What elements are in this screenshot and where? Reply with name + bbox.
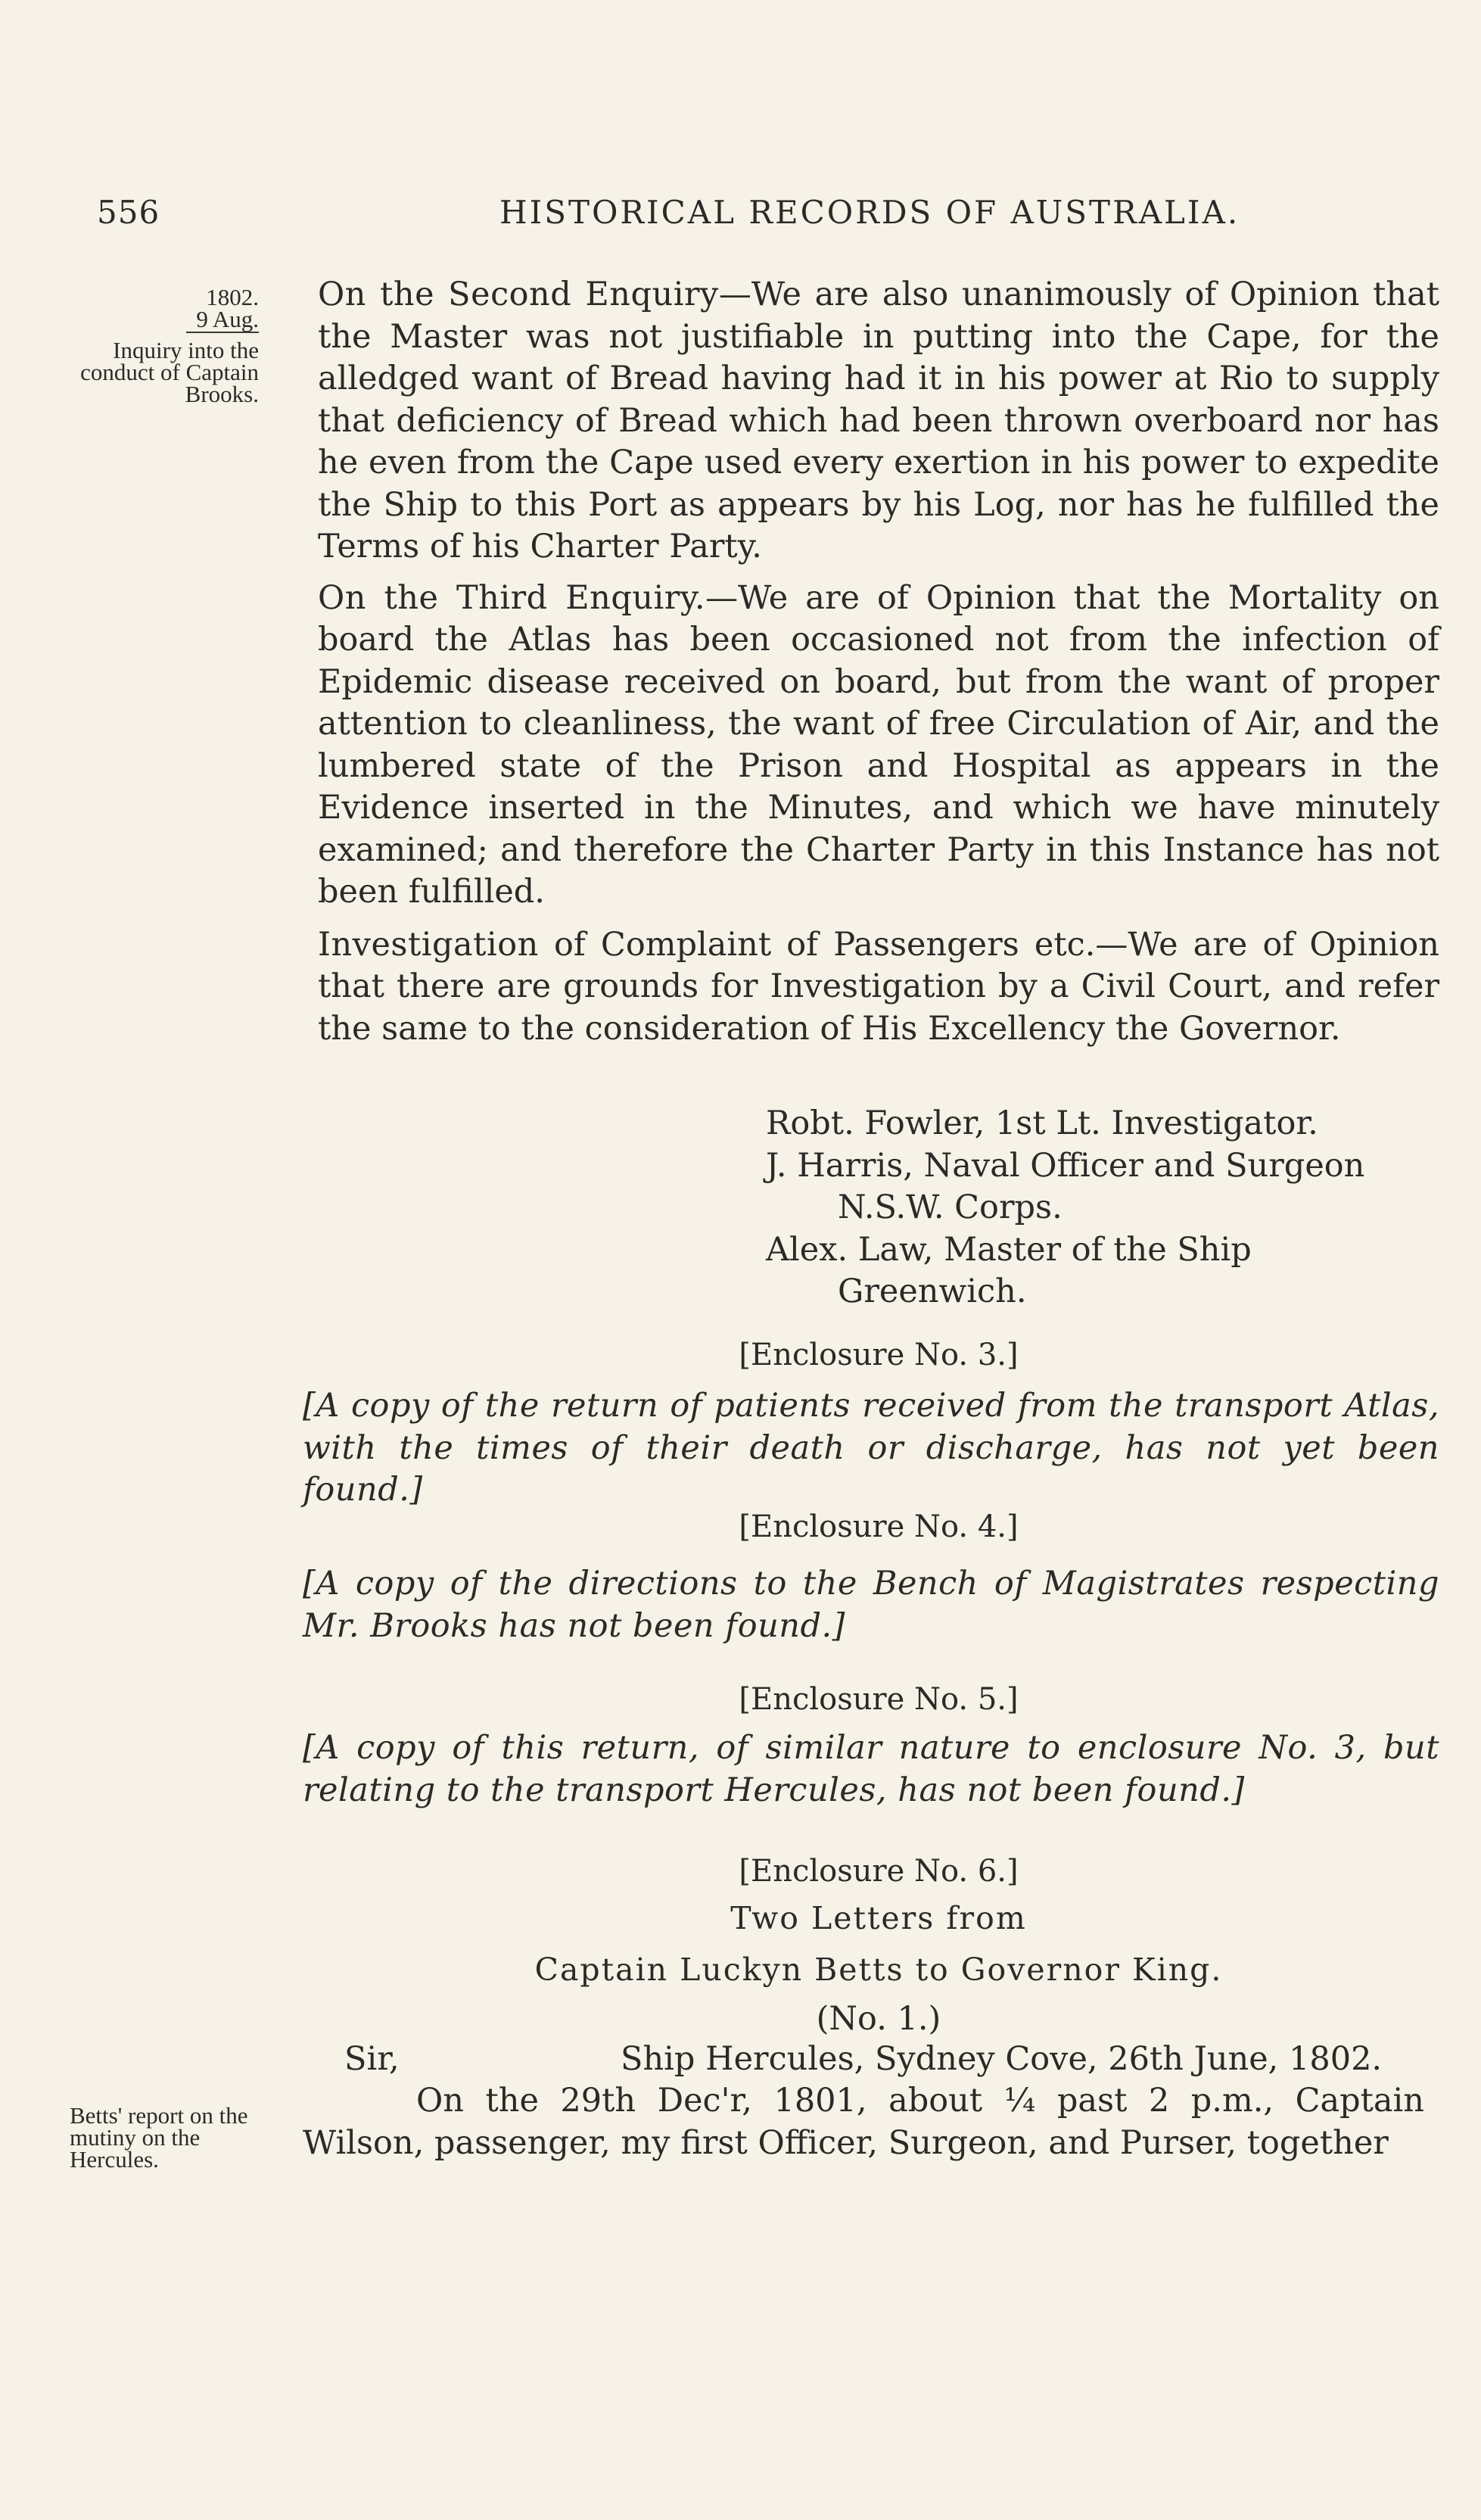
letter-dateline: Ship Hercules, Sydney Cove, 26th June, 1802.	[621, 2040, 1383, 2078]
main-text	[318, 274, 1439, 1050]
paragraph-third-enquiry	[318, 578, 1439, 914]
letter-body	[303, 2080, 1424, 2164]
enclosure-5-note: [A copy of this return, of similar nature to enclosure No. 3, but relating to the transport Hercules, has not been found.]	[303, 1729, 1439, 1809]
investigation-text: of Complaint of Passengers etc.—We are of Opinion that there are grounds for Investigation by a Civil Court, and refer the same to the consideration of His Excellency the Governor.	[318, 925, 1439, 1048]
signature-harris: J. Harris, Naval Officer and Surgeon N.S.W. Corps.	[766, 1146, 1365, 1226]
paragraph-investigation	[318, 924, 1439, 1051]
enclosure-5-label: [Enclosure No. 5.]	[739, 1682, 1019, 1717]
letter-salutation: Sir,	[344, 2040, 400, 2078]
enclosure-6-label: [Enclosure No. 6.]	[739, 1854, 1019, 1889]
letters-heading-line1: Two Letters from	[730, 1900, 1027, 1936]
letter-number: (No. 1.)	[816, 2000, 941, 2038]
enclosure-3-label: [Enclosure No. 3.]	[739, 1338, 1019, 1372]
signature-fowler: Robt. Fowler, 1st Lt. Investigator.	[766, 1104, 1318, 1142]
signature-law: Alex. Law, Master of the Ship Greenwich.	[766, 1230, 1252, 1310]
second-enquiry-text: —We are also unanimously of Opinion that the Master was not justifiable in putting into the Cape, for the alledged want of Bread having had it in his power at Rio to supply that deficiency of Bread which had been thrown overboard nor has he even from the Cape used every exertion in his power to expedite the Ship to this Port as appears by his Log, nor has he fulfilled the Terms of his Charter Party.	[318, 276, 1439, 565]
investigation-lead: Investigation	[318, 925, 539, 964]
third-enquiry-text: —We are of Opinion that the Mortality on board the Atlas has been occasioned not from the infection of Epidemic disease received on board, but from the want of proper attention to cleanliness, the want of free Circulation of Air, and the lumbered state of the Prison and Hospital as appears in the Evidence inserted in the Minutes, and which we have minutely examined; and therefore the Charter Party in this Instance has not been fulfilled.	[318, 578, 1439, 911]
margin-date-block	[70, 286, 259, 405]
letter-body-text: On the 29th Dec'r, 1801, about ¼ past 2 p.m., Captain Wilson, passenger, my first Officer, Surgeon, and Purser, together	[303, 2082, 1424, 2162]
enclosure-4-label: [Enclosure No. 4.]	[739, 1509, 1019, 1544]
enclosure-3-note: [A copy of the return of patients received from the transport Atlas, with the times of their death or discharge, has not yet been found.]	[303, 1387, 1439, 1509]
margin-year: 1802.	[206, 284, 259, 310]
margin-date: 9 Aug.	[196, 306, 259, 332]
enclosure-4-note: [A copy of the directions to the Bench of Magistrates respecting Mr. Brooks has not been found.]	[303, 1565, 1439, 1645]
signature-block	[766, 1103, 1439, 1313]
letters-heading-line2: Captain Luckyn Betts to Governor King.	[534, 1952, 1223, 1988]
paragraph-second-enquiry	[318, 274, 1439, 568]
running-title: HISTORICAL RECORDS OF AUSTRALIA.	[499, 194, 1240, 231]
second-enquiry-lead: On the Second Enquiry	[318, 276, 719, 313]
margin-note-betts-block	[70, 2102, 289, 2173]
margin-note-inquiry: Inquiry into the conduct of Captain Brooks.	[80, 337, 259, 407]
third-enquiry-lead: On the Third Enquiry.	[318, 578, 706, 617]
margin-note-betts: Betts' report on the mutiny on the Hercules.	[70, 2102, 248, 2173]
page-number: 556	[97, 194, 160, 231]
